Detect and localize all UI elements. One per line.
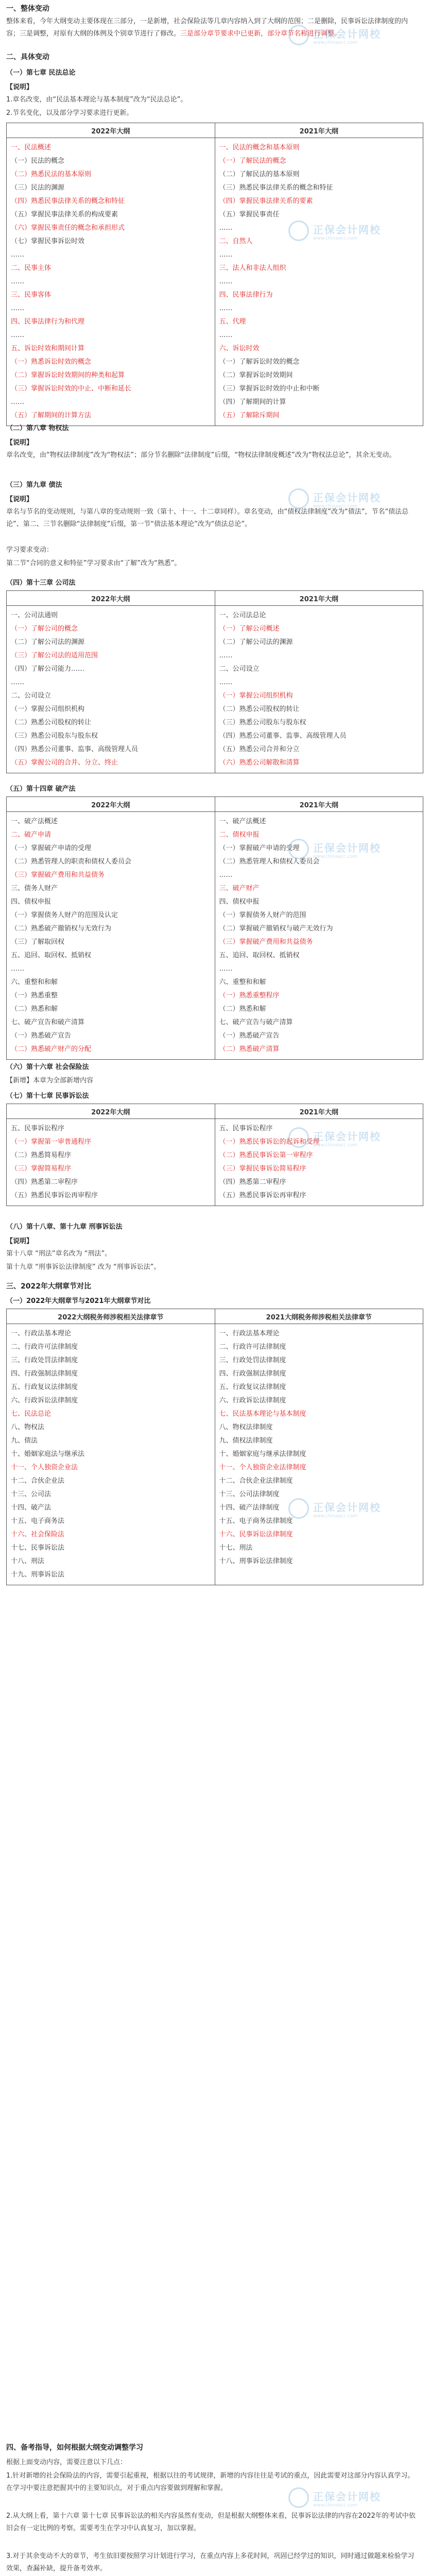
chapter8-note-tag: 【说明】 — [6, 439, 33, 447]
outline-line: （三）掌握简易程序 — [11, 1165, 72, 1173]
watermark-brand: 正保会计网校 — [313, 842, 381, 854]
outline-line: （一）熟悉诉讼时效的概念 — [11, 358, 92, 366]
outline-line: …… — [219, 304, 233, 312]
outline-line: 四、债权申报 — [219, 898, 260, 906]
outline-line: （二）了解公司法的渊源 — [219, 638, 293, 646]
outline-line: 三、行政处罚法律制度 — [219, 1357, 286, 1364]
outline-line: 四、民事法律行为和代理 — [11, 318, 85, 326]
chapter9-paragraph-3: 第二节“合同的意义和特征”学习要求由“了解”改为“熟悉”。 — [6, 560, 181, 567]
outline-line: 五、追回、取回权、抵销权 — [219, 952, 300, 959]
overall-paragraph — [6, 15, 421, 40]
outline-line: 十、婚姻家庭与继承法律制度 — [219, 1450, 306, 1458]
outline-line: 一、民法概述 — [11, 144, 51, 151]
outline-line: 五、行政复议法律制度 — [219, 1383, 286, 1391]
outline-line: 三、破产财产 — [219, 885, 260, 892]
outline-line: （一）掌握公司组织机构 — [219, 692, 293, 700]
column-2021 — [215, 606, 423, 773]
outline-line: 十七、民事诉讼法 — [11, 1544, 65, 1552]
outline-line: （一）了解诉讼时效的概念 — [219, 358, 300, 366]
chapter7-note-1: 1.章名改变，由“民法基本理论与基本制度”改为“民法总论”。 — [6, 96, 187, 104]
outline-line: 一、公司法通则 — [11, 612, 58, 619]
watermark-url: www.chinaacc.com — [313, 1514, 357, 1519]
outline-line: 九、债权法律制度 — [219, 1437, 273, 1445]
outline-line: （二）熟悉管理人的职责和债权人委员会 — [11, 858, 132, 866]
outline-line: （二）熟悉管理人和债权人委员会 — [219, 858, 320, 866]
outline-line: 十二、合伙企业法 — [11, 1477, 65, 1485]
outline-line: （四）熟悉第二审程序 — [219, 1178, 286, 1186]
outline-line: （五）熟悉公司合并和分立 — [219, 745, 300, 753]
outline-line: 五、行政复议法律制度 — [11, 1383, 78, 1391]
outline-line: 十九、刑事诉讼法 — [11, 1571, 65, 1579]
outline-line: （一）掌握第一审普通程序 — [11, 1138, 92, 1146]
outline-line: （三）熟悉公司股东与股东权 — [219, 719, 306, 726]
watermark-brand: 正保会计网校 — [313, 492, 381, 504]
watermark-brand: 正保会计网校 — [313, 2490, 381, 2503]
outline-line: （五）掌握民事责任 — [219, 211, 280, 218]
outline-line: 十六、民事诉讼法律制度 — [219, 1531, 293, 1538]
outline-line: （三）了解公司法的适用范围 — [11, 652, 98, 659]
outline-line: 一、民法的概念和基本原则 — [219, 144, 300, 151]
chapter16-heading: （六）第十六章 社会保险法 — [6, 1063, 89, 1071]
outline-line: 五、诉讼时效和期间计算 — [11, 345, 85, 352]
outline-line: 七、破产宣告和破产清算 — [11, 1019, 85, 1026]
chapter17-compare-table — [6, 1104, 423, 1206]
chapter16-note: 【新增】本章为全部新增内容 — [6, 1077, 94, 1084]
outline-line: （一）熟悉重整 — [11, 992, 58, 999]
outline-line: （一）熟悉民事诉讼的起诉和受理 — [219, 1138, 320, 1146]
outline-line: 七、破产宣告与破产清算 — [219, 1019, 293, 1026]
outline-line: 四、行政强制法律制度 — [219, 1370, 286, 1378]
outline-line: 一、破产法概述 — [11, 818, 58, 825]
outline-line: 二、自然人 — [219, 238, 253, 245]
outline-line: 十四、破产法 — [11, 1504, 51, 1512]
watermark-url: www.chinaacc.com — [313, 2503, 357, 2508]
outline-line: 六、重整和和解 — [219, 978, 266, 986]
table-header-2021: 2021年大纲 — [215, 797, 423, 812]
outline-line: （五）了解期间的计算方法 — [11, 412, 92, 419]
outline-line: （六）掌握民事责任的概念和承担形式 — [11, 224, 125, 232]
chapter7-compare-table — [6, 123, 423, 426]
outline-line: 五、代理 — [219, 318, 246, 326]
outline-line: （二）熟悉破产撤销权与无效行为 — [11, 925, 112, 933]
outline-line: …… — [11, 278, 24, 285]
guidance-point-2: 2.从大纲上看，第十六章 第十七章 民事诉讼法的相关内容虽然有变动，但是根据大纲整体来看，民事诉讼法律的内容在2022年的考试中依旧会有一定比例的考察。需要考生在学习中认真复习，加以掌握。 — [6, 2512, 416, 2532]
chapter18-19-note-tag: 【说明】 — [6, 1238, 33, 1245]
watermark-url: www.chinaacc.com — [313, 40, 357, 45]
overall-text-1: 整体来看，今年大纲变动主要体现在三部分，一是新增，社会保险法等几章内容纳入到了大纲的范围；二是删除，民事诉讼法律制度的内容；三是调整，对原有大纲的体例及个别章节进行了修改。 — [6, 18, 408, 38]
chapter7-heading: （一）第七章 民法总论 — [6, 69, 76, 77]
guidance-point-3: 3.对于其余变动不大的章节，考生依旧要按照学习计划进行学习，在重点内容上多花时间，巩固已经学过的知识，同时通过做题来检验学习效果，查漏补缺，提升备考效率。 — [6, 2552, 415, 2572]
outline-line: （二）熟悉破产财产的分配 — [11, 1045, 92, 1053]
outline-line: 十一、个人独资企业法律制度 — [219, 1464, 306, 1471]
outline-line — [219, 1568, 419, 1582]
outline-line: 四、民事法律行为 — [219, 291, 273, 299]
outline-line: …… — [11, 398, 24, 406]
table-header-2022: 2022年大纲 — [7, 1104, 215, 1119]
outline-line: 十七、刑法 — [219, 1544, 253, 1552]
watermark-url: www.chinaacc.com — [313, 1143, 357, 1148]
outline-line: （二）熟悉公司股权的转让 — [11, 719, 92, 726]
outline-line: 十八、刑法 — [11, 1557, 45, 1565]
chapter18-19-heading: （八）第十八章、第十九章 刑事诉讼法 — [6, 1223, 123, 1231]
outline-line: （四）熟悉第二审程序 — [11, 1178, 78, 1186]
chapter9-paragraph-2: 学习要求变动： — [6, 546, 54, 554]
section-title-overall: 一、整体变动 — [6, 5, 49, 13]
chapter17-heading: （七）第十七章 民事诉讼法 — [6, 1092, 89, 1100]
outline-line: （七）掌握民事诉讼时效 — [11, 238, 85, 245]
outline-line: （三）掌握诉讼时效的中止、中断和延长 — [11, 385, 132, 393]
table-header-2022: 2022大纲税务师涉税相关法律章节 — [7, 1309, 215, 1324]
outline-line: 九、债法 — [11, 1437, 38, 1445]
outline-line: （三）熟悉民事法律关系的概念和特征 — [219, 184, 333, 192]
table-header-2021: 2021大纲税务师涉税相关法律章节 — [215, 1309, 423, 1324]
outline-line: 二、公司设立 — [11, 692, 51, 700]
outline-line: 十三、公司法律制度 — [219, 1490, 280, 1498]
outline-line: 十五、电子商务法律制度 — [219, 1517, 293, 1525]
outline-line: 十六、社会保险法 — [11, 1531, 65, 1538]
outline-line: 一、公司法总论 — [219, 612, 266, 619]
outline-line: （三）民法的渊源 — [11, 184, 65, 192]
outline-line: （四）掌握民事法律关系的要素 — [219, 197, 313, 205]
outline-line: （二）了解公司法的渊源 — [11, 638, 85, 646]
outline-line: 十二、合伙企业法律制度 — [219, 1477, 293, 1485]
column-2022 — [7, 606, 215, 773]
outline-line: …… — [11, 251, 24, 259]
outline-line: （二）熟悉民法的基本原则 — [11, 171, 92, 178]
outline-line: （三）了解取回权 — [11, 938, 65, 946]
outline-line: （五）掌握民事法律关系的构成要素 — [11, 211, 118, 218]
watermark-brand: 正保会计网校 — [313, 28, 381, 40]
outline-line: …… — [11, 304, 24, 312]
chapter14-compare-table — [6, 796, 423, 1060]
outline-line: （二）掌握诉讼时效期间 — [219, 371, 293, 379]
outline-line: …… — [219, 652, 233, 659]
outline-line: 三、法人和非法人组织 — [219, 264, 286, 272]
outline-line: 五、民事诉讼程序 — [219, 1125, 273, 1132]
chapters-compare-table — [6, 1309, 423, 1585]
outline-line: 六、重整和和解 — [11, 978, 58, 986]
column-2022 — [7, 1119, 215, 1206]
column-2022 — [7, 812, 215, 1060]
table-header-2021: 2021年大纲 — [215, 591, 423, 606]
outline-line: （一）掌握债务人财产的范围及认定 — [11, 911, 118, 919]
column-2021 — [215, 138, 423, 426]
chapter9-heading: （三）第九章 债法 — [6, 481, 62, 489]
watermark-brand: 正保会计网校 — [313, 1130, 381, 1143]
outline-line: …… — [219, 331, 233, 339]
outline-line: …… — [11, 965, 24, 973]
chapter19-paragraph: 第十九章 “刑事诉讼法律制度” 改为 “刑事诉讼法”。 — [6, 1263, 161, 1271]
chapter7-note-tag: 【说明】 — [6, 83, 33, 91]
chapter9-note-tag: 【说明】 — [6, 496, 33, 503]
outline-line: （三）掌握民事诉讼简易程序 — [219, 1165, 306, 1173]
outline-line: 一、行政法基本理论 — [219, 1330, 280, 1337]
outline-line: 十三、公司法 — [11, 1490, 51, 1498]
outline-line: （一）民法的概念 — [11, 157, 65, 165]
chapters-compare-heading: （一）2022年大纲章节与2021年大纲章节对比 — [6, 1297, 151, 1305]
outline-line: …… — [219, 224, 233, 232]
table-header-2021: 2021年大纲 — [215, 123, 423, 138]
watermark-url: www.chinaacc.com — [313, 854, 357, 859]
outline-line: 十一、个人独资企业法 — [11, 1464, 78, 1471]
watermark-url: www.chinaacc.com — [313, 236, 357, 241]
chapter13-compare-table — [6, 590, 423, 773]
guidance-point-1: 1.针对新增的社会保险法的内容，需要引起重视，根据以往的考试规律，新增的内容往往是考试的重点，因此需要对这部分内容认真学习。在学习中要注意把握其中的主要知识点，对于重点内容要做到理解和掌握。 — [6, 2472, 415, 2492]
outline-line: …… — [219, 871, 233, 879]
outline-line: …… — [11, 331, 24, 339]
table-header-2022: 2022年大纲 — [7, 123, 215, 138]
table-header-2021: 2021年大纲 — [215, 1104, 423, 1119]
outline-line: 六、行政诉讼法律制度 — [219, 1397, 286, 1404]
outline-line: …… — [219, 278, 233, 285]
outline-line: （一）掌握破产申请的受理 — [11, 844, 92, 852]
outline-line: 二、民事主体 — [11, 264, 51, 272]
table-header-2022: 2022年大纲 — [7, 591, 215, 606]
column-2022 — [7, 1324, 215, 1585]
outline-line: （五）熟悉民事诉讼再审程序 — [219, 1192, 306, 1199]
outline-line: 三、行政处罚法律制度 — [11, 1357, 78, 1364]
outline-line: （一）掌握债务人财产的范围 — [219, 911, 306, 919]
column-2021 — [215, 1324, 423, 1585]
outline-line: （二）熟悉和解 — [11, 1005, 58, 1013]
outline-line: 十、婚姻家庭法与继承法 — [11, 1450, 85, 1458]
outline-line: 八、物权法 — [11, 1423, 45, 1431]
outline-line: （二）熟悉破产清算 — [219, 1045, 280, 1053]
outline-line: （二）了解民法的基本原则 — [219, 171, 300, 178]
guidance-intro: 根据上面变动内容，需要注意以下几点： — [6, 2459, 127, 2466]
outline-line: 二、行政许可法律制度 — [219, 1343, 286, 1351]
outline-line: （一）掌握公司组织机构 — [11, 705, 85, 713]
outline-line: …… — [219, 679, 233, 686]
outline-line: 一、行政法基本理论 — [11, 1330, 72, 1337]
watermark-brand: 正保会计网校 — [313, 224, 381, 236]
overall-text-2: 三是部分章节要求中已更新，部分章节名称进行调整。 — [180, 30, 341, 38]
outline-line: （四）熟悉公司董事、监事、高级管理人员 — [219, 732, 347, 740]
outline-line: 八、物权法律制度 — [219, 1423, 273, 1431]
outline-line: （五）了解除斥期间 — [219, 412, 280, 419]
chapter14-heading: （五）第十四章 破产法 — [6, 785, 76, 793]
section-title-guidance: 四、备考指导，如何根据大纲变动调整学习 — [6, 2444, 143, 2452]
outline-line: 二、公司设立 — [219, 665, 260, 673]
outline-line: （一）了解民法的概念 — [219, 157, 286, 165]
outline-line: 三、民事客体 — [11, 291, 51, 299]
outline-line: （一）了解公司概述 — [219, 625, 280, 633]
outline-line: （四）熟悉公司董事、监事、高级管理人员 — [11, 745, 139, 753]
outline-line: 五、追回、取回权、抵销权 — [11, 952, 92, 959]
table-header-2022: 2022年大纲 — [7, 797, 215, 812]
outline-line: 二、债权申报 — [219, 831, 260, 839]
outline-line: 十四、破产法律制度 — [219, 1504, 280, 1512]
outline-line: 七、民法总论 — [11, 1410, 51, 1418]
outline-line: （二）熟悉简易程序 — [11, 1151, 72, 1159]
outline-line: 四、行政强制法律制度 — [11, 1370, 78, 1378]
outline-line: （一）熟悉破产宣告 — [219, 1032, 280, 1040]
column-2022 — [7, 138, 215, 426]
outline-line: （二）掌握破产撤销权与破产无效行为 — [219, 925, 333, 933]
outline-line: （二）掌握诉讼时效期间的种类和起算 — [11, 371, 125, 379]
outline-line: （二）熟悉民事诉讼第一审程序 — [219, 1151, 313, 1159]
outline-line: （四）了解公司能力…… — [11, 665, 85, 673]
outline-line: 七、民法基本理论与基本制度 — [219, 1410, 306, 1418]
outline-line: （三）掌握破产费用和共益债务 — [11, 871, 105, 879]
chapter8-paragraph: 章名改变，由“物权法律制度”改为“物权法”；部分节名删除“法律制度”后缀，“物权法律制度概述”改为“物权法总论”，其余无变动。 — [6, 451, 396, 459]
outline-line: 三、债务人财产 — [11, 885, 58, 892]
outline-line: （一）了解公司的概念 — [11, 625, 78, 633]
outline-line: 六、诉讼时效 — [219, 345, 260, 352]
chapter13-heading: （四）第十三章 公司法 — [6, 579, 76, 587]
outline-line: （一）熟悉重整程序 — [219, 992, 280, 999]
outline-line: （二）熟悉公司股权的转让 — [219, 705, 300, 713]
outline-line: 五、民事诉讼程序 — [11, 1125, 65, 1132]
outline-line: 十八、刑事诉讼法律制度 — [219, 1557, 293, 1565]
outline-line: 一、破产法概述 — [219, 818, 266, 825]
outline-line: 六、行政诉讼法律制度 — [11, 1397, 78, 1404]
chapter7-note-2: 2.节名变化，以及部分学习要求进行更新。 — [6, 109, 133, 117]
outline-line: （五）掌握公司的合并、分立、终止 — [11, 759, 118, 767]
outline-line: （五）熟悉民事诉讼再审程序 — [11, 1192, 98, 1199]
outline-line: 十五、电子商务法 — [11, 1517, 65, 1525]
watermark-brand: 正保会计网校 — [313, 1501, 381, 1514]
outline-line: （一）熟悉破产宣告 — [11, 1032, 72, 1040]
section-title-chapters: 三、2022年大纲章节对比 — [6, 1282, 91, 1291]
outline-line: （三）掌握破产费用和共益债务 — [219, 938, 313, 946]
outline-line: （四）熟悉民事法律关系的概念和特征 — [11, 197, 125, 205]
column-2021 — [215, 1119, 423, 1206]
watermark-url: www.chinaacc.com — [313, 504, 357, 509]
outline-line: （四）了解期间的计算 — [219, 398, 286, 406]
chapter8-heading: （二）第八章 物权法 — [6, 425, 69, 432]
outline-line: …… — [219, 251, 233, 259]
section-title-detail: 二、具体变动 — [6, 53, 49, 61]
outline-line: （三）掌握诉讼时效的中止和中断 — [219, 385, 320, 393]
outline-line: …… — [219, 965, 233, 973]
chapter18-paragraph: 第十八章 “刑法”章名改为 “刑法”。 — [6, 1250, 112, 1258]
chapter9-paragraph-1: 章名与节名的变动规则，与第八章的变动规则一致（第十、十一、十二章同样）。章名变动，由“债权法律制度”改为“债法”，节名“债法总论”、第二、三节名删除“法律制度”后缀，第一节“债法基本理论”改为“债法总论”。 — [6, 508, 409, 528]
outline-line: 二、行政许可法律制度 — [11, 1343, 78, 1351]
outline-line: 二、破产申请 — [11, 831, 51, 839]
outline-line: （二）熟悉和解 — [219, 1005, 266, 1013]
outline-line: 四、债权申报 — [11, 898, 51, 906]
column-2021 — [215, 812, 423, 1060]
outline-line: （三）熟悉公司股东与股东权 — [11, 732, 98, 740]
outline-line: …… — [11, 679, 24, 686]
outline-line: （一）掌握破产申请的受理 — [219, 844, 300, 852]
outline-line: （六）熟悉公司解散和清算 — [219, 759, 300, 767]
